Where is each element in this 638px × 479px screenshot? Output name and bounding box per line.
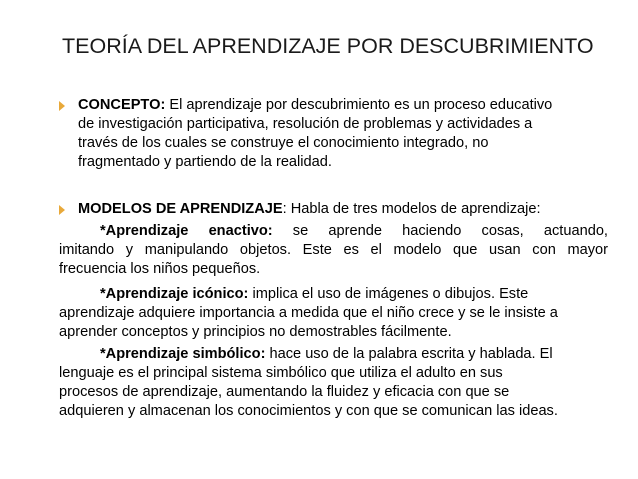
enactivo-label: *Aprendizaje enactivo: [100, 223, 273, 239]
iconico-paragraph: *Aprendizaje icónico: implica el uso de imágenes o dibujos. Este aprendizaje adquiere importancia a medida que el niño crece y se le insiste a aprender conceptos y principios no demostrables fácilmente. [59, 286, 558, 340]
simbolico-paragraph: *Aprendizaje simbólico: hace uso de la palabra escrita y hablada. El lenguaje es el principal sistema simbólico que utiliza el adulto en sus procesos de aprendizaje, aumentando la fluidez y eficacia con que se adquieren y almacenan los conocimientos y con que se comunican las ideas. [59, 346, 558, 419]
bullet-arrow-icon [59, 205, 65, 215]
bullet-arrow-icon [59, 101, 65, 111]
iconico-label: *Aprendizaje icónico: [100, 286, 249, 302]
concepto-label: CONCEPTO: [78, 97, 166, 113]
simbolico-label: *Aprendizaje simbólico: [100, 346, 266, 362]
modelos-heading: MODELOS DE APRENDIZAJE: Habla de tres modelos de aprendizaje: [78, 201, 541, 217]
enactivo-paragraph: *Aprendizaje enactivo: se aprende haciendo cosas, actuando, imitando y manipulando objetos. Este es el modelo que usan con mayor frecuencia los niños pequeños. [59, 223, 608, 277]
page-title: TEORÍA DEL APRENDIZAJE POR DESCUBRIMIENTO [62, 34, 594, 58]
concepto-paragraph: CONCEPTO: El aprendizaje por descubrimiento es un proceso educativo de investigación participativa, resolución de problemas y actividades a través de los cuales se construye el conocimiento integrado, no fragmentado y partiendo de la realidad. [78, 97, 553, 170]
modelos-label: MODELOS DE APRENDIZAJE [78, 201, 283, 217]
